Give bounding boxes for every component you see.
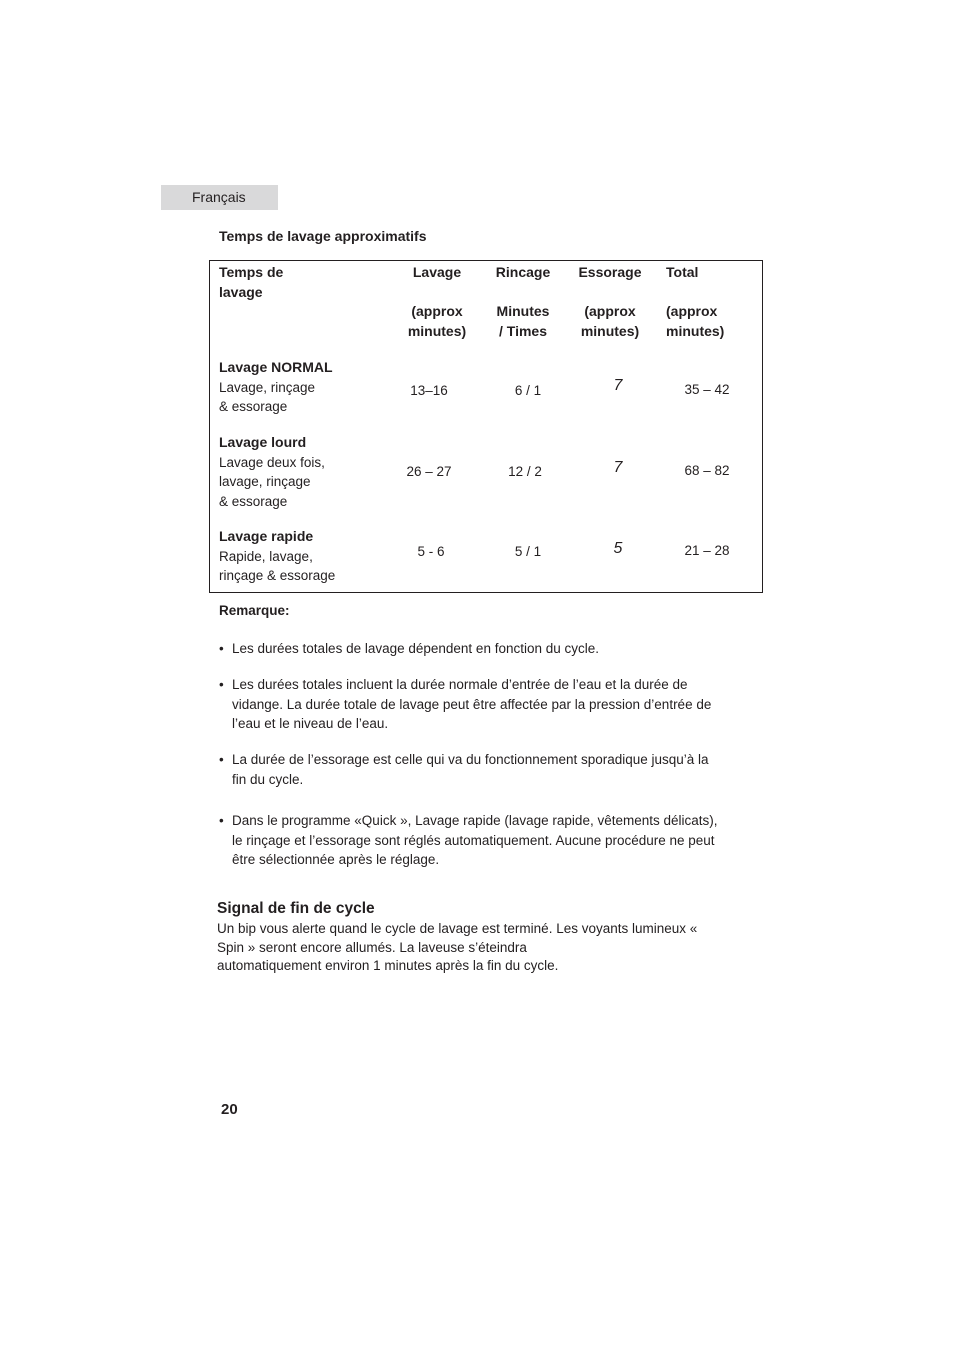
cell-total: 35 – 42	[684, 382, 730, 397]
header-line: Temps de	[219, 264, 284, 280]
signal-line: Spin » seront encore allumés. La laveuse s’éteindra	[217, 939, 527, 955]
bullet-line: Dans le programme «Quick », Lavage rapide (lavage rapide, vêtements délicats),	[232, 813, 718, 828]
header-line: (approx	[584, 303, 636, 319]
row-title: Lavage NORMAL	[219, 359, 333, 375]
table-title: Temps de lavage approximatifs	[219, 228, 427, 244]
row-desc-line: & essorage	[219, 399, 288, 414]
row-desc-line: Lavage deux fois,	[219, 454, 325, 470]
cell-total: 21 – 28	[684, 543, 730, 558]
bullet-icon: •	[219, 752, 224, 767]
bullet-line: fin du cycle.	[232, 771, 304, 787]
header-temps-de-lavage	[219, 263, 283, 302]
header-line: Essorage	[578, 264, 642, 280]
page-number: 20	[221, 1101, 238, 1118]
cell-rincage: 6 / 1	[514, 383, 542, 398]
signal-line: automatiquement environ 1 minutes après la fin du cycle.	[217, 958, 559, 973]
cell-essorage: 7	[613, 459, 623, 476]
header-lavage	[397, 263, 477, 341]
signal-line: Un bip vous alerte quand le cycle de lavage est terminé. Les voyants lumineux «	[217, 921, 698, 936]
bullet-line: le rinçage et l’essorage sont réglés automatiquement. Aucune procédure ne peut	[232, 832, 715, 848]
table-row	[219, 358, 333, 417]
header-line: minutes)	[580, 322, 640, 339]
cell-rincage: 12 / 2	[508, 464, 542, 479]
cell-lavage: 5 - 6	[417, 544, 445, 559]
row-desc-line: & essorage	[219, 493, 288, 509]
header-line: Total	[666, 264, 699, 280]
bullet-line: La durée de l’essorage est celle qui va du fonctionnement sporadique jusqu’à la	[232, 752, 709, 767]
row-desc-line: lavage, rinçage	[219, 474, 311, 489]
header-line: Lavage	[412, 264, 462, 280]
table-row	[219, 527, 335, 586]
cell-essorage: 5	[613, 540, 623, 557]
header-line: / Times	[499, 322, 547, 339]
header-line: Minutes	[496, 303, 550, 319]
cell-lavage: 13–16	[410, 383, 448, 398]
bullet-icon: •	[219, 641, 224, 656]
signal-title: Signal de fin de cycle	[217, 900, 375, 917]
header-line: (approx	[666, 303, 718, 319]
cell-rincage: 5 / 1	[514, 544, 542, 559]
header-total	[666, 263, 724, 341]
header-line: Rincage	[495, 264, 551, 280]
row-title: Lavage rapide	[219, 528, 314, 544]
remarque-title: Remarque:	[219, 603, 290, 618]
header-rincage	[484, 263, 562, 341]
bullet-icon: •	[219, 813, 224, 828]
table-row	[219, 433, 325, 511]
header-line: (approx	[411, 303, 463, 319]
bullet-line: l’eau et le niveau de l’eau.	[232, 716, 389, 731]
bullet-line: Les durées totales incluent la durée normale d’entrée de l’eau et la durée de	[232, 677, 688, 692]
bullet-line: être sélectionnée après le réglage.	[232, 852, 440, 867]
cell-lavage: 26 – 27	[406, 464, 452, 479]
row-desc-line: Lavage, rinçage	[219, 379, 316, 395]
signal-paragraph	[217, 919, 737, 976]
row-title: Lavage lourd	[219, 434, 307, 450]
header-line: lavage	[219, 283, 263, 300]
cell-total: 68 – 82	[684, 463, 730, 478]
bullet-line: vidange. La durée totale de lavage peut être affectée par la pression d’entrée de	[232, 696, 712, 712]
bullet-icon: •	[219, 677, 224, 692]
row-desc-line: rinçage & essorage	[219, 568, 336, 583]
header-line: minutes)	[666, 322, 725, 339]
cell-essorage: 7	[613, 377, 623, 394]
header-essorage	[570, 263, 650, 341]
language-tab: Français	[161, 185, 278, 210]
bullet-line: Les durées totales de lavage dépendent en fonction du cycle.	[232, 641, 600, 656]
row-desc-line: Rapide, lavage,	[219, 548, 313, 564]
header-line: minutes)	[407, 322, 467, 339]
